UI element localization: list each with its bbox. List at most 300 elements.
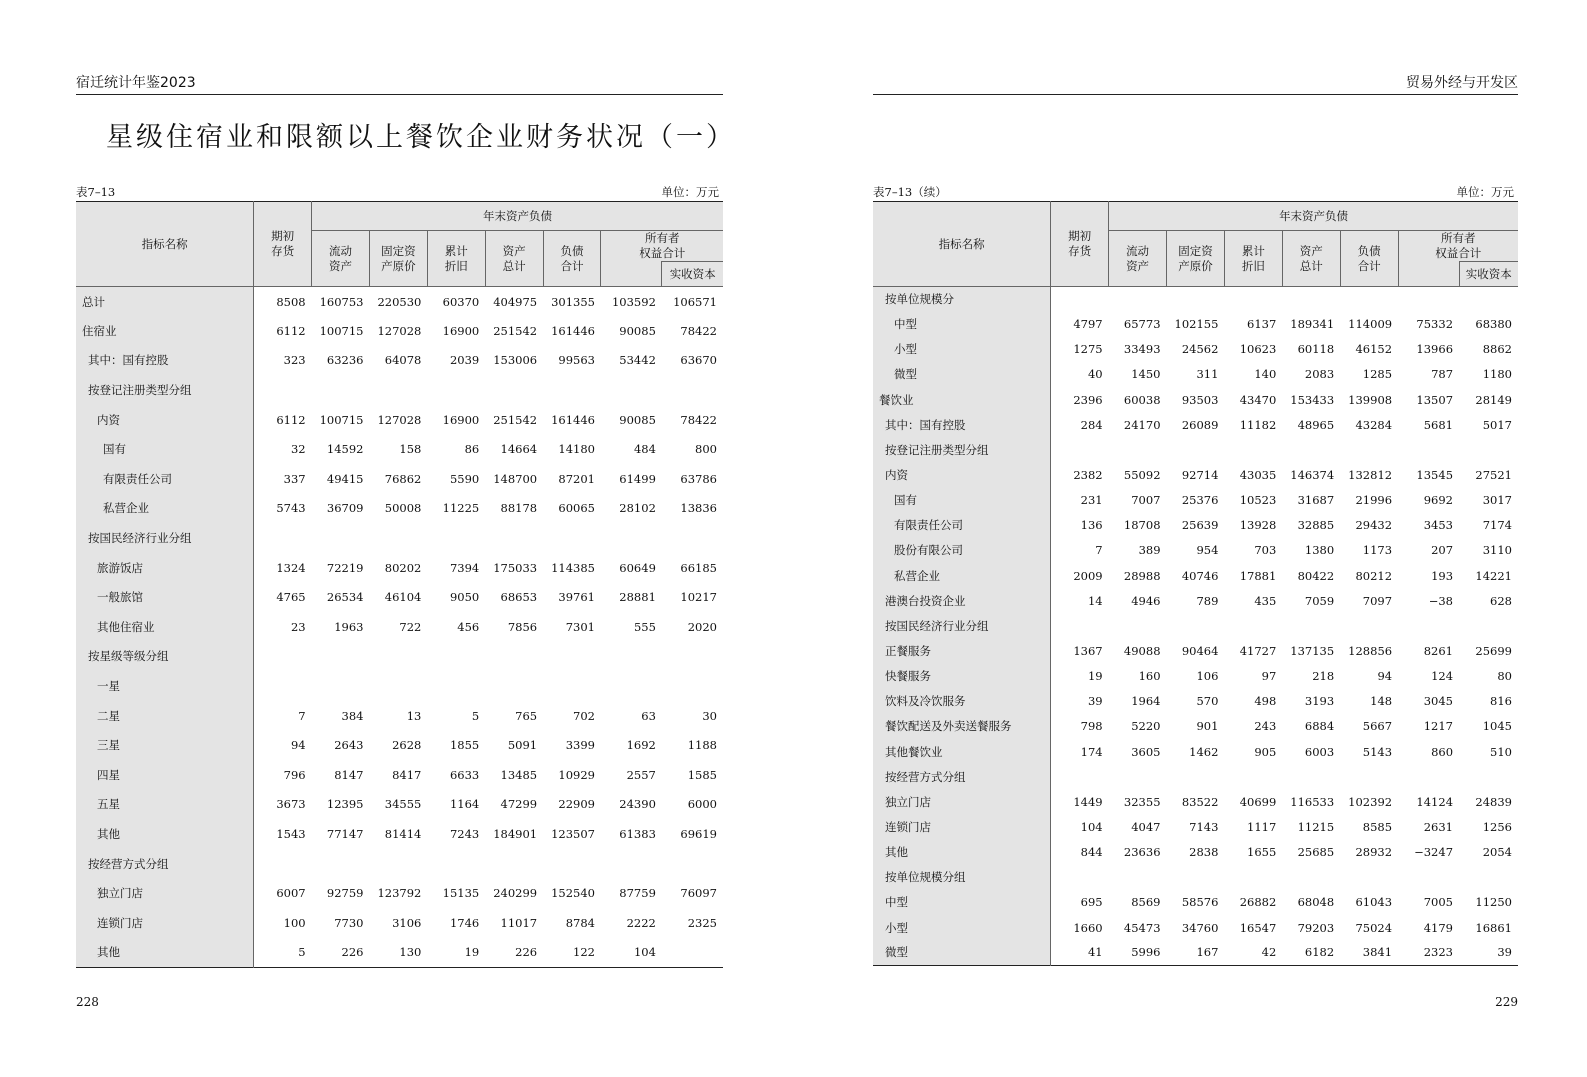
cell-value — [1459, 613, 1518, 638]
header-equity-spacer — [1398, 262, 1459, 287]
cell-value: 722 — [399, 619, 422, 634]
cell-value: 1380 — [1304, 543, 1335, 558]
row-label: 其他 — [873, 840, 1051, 865]
row-label: 四星 — [76, 760, 254, 790]
cell-value: 2325 — [687, 915, 717, 930]
header-year-end-balance: 年末资产负债 — [1109, 202, 1518, 231]
cell-value: 240299 — [493, 886, 538, 901]
cell-value — [1398, 764, 1459, 789]
cell-value: 19 — [464, 945, 480, 960]
cell-value: 39761 — [558, 590, 595, 605]
cell-value: 1655 — [1247, 845, 1277, 860]
cell-value: 76097 — [680, 886, 717, 901]
cell-value — [1340, 865, 1398, 890]
cell-value: 184901 — [493, 826, 538, 841]
cell-value: 26089 — [1181, 417, 1219, 432]
cell-value: 23 — [290, 619, 306, 634]
cell-value: 47299 — [500, 797, 538, 812]
cell-value: 3106 — [392, 915, 422, 930]
cell-value — [1282, 613, 1340, 638]
cell-value — [1340, 613, 1398, 638]
cell-value: 337 — [283, 471, 306, 486]
cell-value: 6112 — [276, 323, 306, 338]
cell-value: 3017 — [1482, 493, 1512, 508]
table-row — [76, 701, 723, 731]
cell-value: 41 — [1087, 945, 1103, 960]
row-label: 住宿业 — [76, 316, 254, 346]
cell-value — [662, 523, 723, 553]
cell-value: 94 — [1377, 669, 1393, 684]
cell-value — [1051, 764, 1109, 789]
table-row — [76, 375, 723, 405]
row-label: 国有 — [76, 434, 254, 464]
cell-value: 24170 — [1123, 417, 1161, 432]
cell-value — [1459, 437, 1518, 462]
cell-value: 189341 — [1290, 317, 1335, 332]
header-liabilities: 负债 合计 — [543, 231, 601, 287]
cell-value: 484 — [633, 442, 656, 457]
cell-value: 77147 — [326, 826, 364, 841]
cell-value — [1459, 865, 1518, 890]
cell-value: 1173 — [1362, 543, 1393, 558]
cell-value — [1167, 865, 1225, 890]
cell-value: 798 — [1080, 719, 1103, 734]
cell-value: 102392 — [1348, 794, 1393, 809]
cell-value: 69619 — [680, 826, 717, 841]
header-depreciation: 累计 折旧 — [427, 231, 485, 287]
cell-value — [662, 849, 723, 879]
table-row — [873, 462, 1518, 487]
row-label: 其中：国有控股 — [76, 346, 254, 376]
table-row — [873, 513, 1518, 538]
cell-value — [485, 523, 543, 553]
cell-value: 8569 — [1131, 895, 1161, 910]
data-table-right — [873, 201, 1518, 966]
row-label: 其他餐饮业 — [873, 739, 1051, 764]
cell-value: 702 — [573, 708, 595, 723]
table-row — [76, 434, 723, 464]
cell-value: 86 — [464, 442, 480, 457]
cell-value: 30 — [702, 708, 717, 723]
cell-value: −38 — [1428, 593, 1454, 608]
cell-value: 284 — [1080, 417, 1103, 432]
cell-value: 28881 — [619, 590, 656, 605]
cell-value: 75332 — [1416, 317, 1454, 332]
cell-value: 311 — [1196, 367, 1219, 382]
row-label: 按星级等级分组 — [76, 642, 254, 672]
cell-value: 787 — [1431, 367, 1454, 382]
cell-value: 40 — [1087, 367, 1103, 382]
cell-value: 161446 — [551, 323, 595, 338]
table-row — [873, 638, 1518, 663]
cell-value: 13 — [406, 708, 422, 723]
cell-value: 9692 — [1423, 493, 1454, 508]
cell-value: 3045 — [1423, 694, 1454, 709]
header-indicator-name: 指标名称 — [76, 202, 254, 287]
cell-value: 7394 — [449, 560, 480, 575]
cell-value: 2643 — [334, 738, 364, 753]
row-label: 按单位规模分 — [873, 287, 1051, 312]
cell-value: 153433 — [1290, 392, 1335, 407]
cell-value: 160 — [1138, 669, 1161, 684]
row-label: 饮料及冷饮服务 — [873, 689, 1051, 714]
cell-value: 800 — [695, 442, 717, 457]
cell-value — [601, 849, 662, 879]
cell-value: 14221 — [1475, 568, 1512, 583]
cell-value: 174 — [1080, 744, 1103, 759]
cell-value: 100715 — [319, 412, 364, 427]
cell-value: 60118 — [1297, 342, 1335, 357]
cell-value: 1963 — [334, 619, 364, 634]
table-row — [873, 488, 1518, 513]
table-row — [873, 387, 1518, 412]
table-row — [76, 523, 723, 553]
cell-value — [1282, 287, 1340, 312]
table-row — [76, 464, 723, 494]
row-label: 按经营方式分组 — [76, 849, 254, 879]
cell-value: 24562 — [1181, 342, 1219, 357]
cell-value — [601, 671, 662, 701]
cell-value: 1164 — [449, 797, 480, 812]
cell-value: 6884 — [1304, 719, 1335, 734]
cell-value: 28988 — [1123, 568, 1161, 583]
cell-value: 61499 — [619, 471, 656, 486]
table-row — [873, 312, 1518, 337]
cell-value: 16900 — [442, 323, 480, 338]
cell-value: 103592 — [611, 294, 656, 309]
cell-value: 1964 — [1131, 694, 1161, 709]
cell-value: 53442 — [619, 353, 656, 368]
cell-value: 389 — [1138, 543, 1161, 558]
cell-value: 10623 — [1239, 342, 1277, 357]
row-label: 总计 — [76, 287, 254, 317]
cell-value: 114009 — [1348, 317, 1393, 332]
cell-value: 3399 — [565, 738, 595, 753]
table-unit-right: 单位：万元 — [1456, 185, 1514, 199]
cell-value — [1282, 437, 1340, 462]
cell-value — [543, 375, 601, 405]
cell-value: 58576 — [1181, 895, 1219, 910]
cell-value — [1459, 287, 1518, 312]
cell-value: 6000 — [687, 797, 717, 812]
cell-value — [1109, 764, 1167, 789]
cell-value: 160753 — [319, 294, 364, 309]
cell-value: 13966 — [1416, 342, 1454, 357]
cell-value: 24390 — [619, 797, 656, 812]
row-label: 三星 — [76, 730, 254, 760]
page-title: 星级住宿业和限额以上餐饮企业财务状况（一） — [106, 122, 736, 153]
cell-value: 251542 — [493, 412, 538, 427]
cell-value — [1340, 764, 1398, 789]
cell-value: 72219 — [326, 560, 364, 575]
cell-value: 55092 — [1123, 468, 1161, 483]
cell-value: 570 — [1196, 694, 1219, 709]
cell-value: 122 — [573, 945, 595, 960]
header-depreciation: 累计 折旧 — [1224, 231, 1282, 287]
cell-value: 68048 — [1297, 895, 1335, 910]
cell-value: 25376 — [1181, 493, 1219, 508]
cell-value: 16861 — [1475, 920, 1512, 935]
cell-value: 80202 — [384, 560, 422, 575]
table-row — [873, 337, 1518, 362]
cell-value: 140 — [1254, 367, 1277, 382]
cell-value — [254, 849, 312, 879]
cell-value: 13836 — [680, 501, 717, 516]
cell-value — [485, 671, 543, 701]
cell-value — [1051, 287, 1109, 312]
cell-value — [1224, 287, 1282, 312]
cell-value: 78422 — [680, 323, 717, 338]
cell-value: 104 — [1080, 820, 1103, 835]
cell-value: 7174 — [1482, 518, 1512, 533]
cell-value: 63236 — [326, 353, 364, 368]
cell-value: 33493 — [1123, 342, 1161, 357]
cell-value: 12395 — [326, 797, 364, 812]
row-label: 一星 — [76, 671, 254, 701]
cell-value — [369, 642, 427, 672]
row-label: 有限责任公司 — [873, 513, 1051, 538]
cell-value: 39 — [1087, 694, 1103, 709]
header-opening-inventory: 期初 存货 — [1051, 202, 1109, 287]
cell-value: 80 — [1497, 669, 1512, 684]
cell-value: 220530 — [377, 294, 422, 309]
cell-value: 1275 — [1073, 342, 1103, 357]
cell-value: 2323 — [1423, 945, 1454, 960]
cell-value — [1109, 613, 1167, 638]
cell-value — [1167, 613, 1225, 638]
table-row — [76, 287, 723, 317]
cell-value: 789 — [1196, 593, 1219, 608]
cell-value: 7730 — [334, 915, 364, 930]
cell-value: 148 — [1370, 694, 1393, 709]
cell-value: 31687 — [1297, 493, 1335, 508]
cell-value — [369, 523, 427, 553]
cell-value: 28149 — [1475, 392, 1512, 407]
row-label: 股份有限公司 — [873, 538, 1051, 563]
cell-value: 66185 — [680, 560, 717, 575]
table-row — [873, 362, 1518, 387]
cell-value — [1282, 764, 1340, 789]
cell-value: 5143 — [1362, 744, 1393, 759]
cell-value: 5220 — [1131, 719, 1161, 734]
cell-value: 63786 — [680, 471, 717, 486]
cell-value: 6137 — [1247, 317, 1277, 332]
cell-value — [312, 375, 370, 405]
cell-value: 901 — [1196, 719, 1219, 734]
header-current-assets: 流动 资产 — [1109, 231, 1167, 287]
cell-value: 25685 — [1297, 845, 1335, 860]
data-table-left — [76, 201, 723, 968]
cell-value: 4047 — [1131, 820, 1161, 835]
row-label: 有限责任公司 — [76, 464, 254, 494]
cell-value: 87759 — [619, 886, 656, 901]
cell-value: 43470 — [1239, 392, 1277, 407]
cell-value: 97 — [1261, 669, 1277, 684]
cell-value: 1217 — [1423, 719, 1454, 734]
cell-value — [369, 375, 427, 405]
cell-value — [662, 642, 723, 672]
cell-value: 2020 — [687, 619, 717, 634]
table-row — [873, 689, 1518, 714]
cell-value: 17881 — [1239, 568, 1277, 583]
cell-value — [543, 849, 601, 879]
cell-value: 61383 — [619, 826, 656, 841]
cell-value — [369, 671, 427, 701]
table-row — [873, 814, 1518, 839]
cell-value: 80422 — [1297, 568, 1335, 583]
cell-value: 4765 — [276, 590, 306, 605]
cell-value: 60649 — [619, 560, 656, 575]
row-label: 小型 — [873, 337, 1051, 362]
cell-value: 11182 — [1239, 417, 1277, 432]
cell-value: 7005 — [1423, 895, 1454, 910]
cell-value: 128856 — [1348, 644, 1393, 659]
cell-value: 5667 — [1362, 719, 1393, 734]
cell-value: 2557 — [626, 767, 656, 782]
cell-value: 2396 — [1073, 392, 1103, 407]
cell-value: 90085 — [619, 412, 656, 427]
cell-value: 94 — [290, 738, 306, 753]
table-row — [76, 553, 723, 583]
row-label: 快餐服务 — [873, 664, 1051, 689]
cell-value: 243 — [1254, 719, 1277, 734]
cell-value: 1692 — [626, 738, 656, 753]
cell-value: 1256 — [1482, 820, 1512, 835]
cell-value — [1051, 437, 1109, 462]
cell-value: 703 — [1254, 543, 1277, 558]
cell-value: 34555 — [384, 797, 422, 812]
header-fixed-assets: 固定资 产原价 — [1167, 231, 1225, 287]
cell-value — [662, 375, 723, 405]
cell-value: 28102 — [619, 501, 656, 516]
cell-value: 226 — [341, 945, 364, 960]
cell-value: 25639 — [1181, 518, 1219, 533]
cell-value: 68380 — [1475, 317, 1512, 332]
cell-value: 1449 — [1073, 794, 1103, 809]
cell-value — [427, 671, 485, 701]
cell-value: 628 — [1490, 593, 1512, 608]
cell-value — [1167, 437, 1225, 462]
cell-value: 123792 — [377, 886, 422, 901]
table-row — [76, 878, 723, 908]
cell-value: 90464 — [1181, 644, 1219, 659]
header-paid-in-capital: 实收资本 — [662, 262, 723, 287]
row-label: 中型 — [873, 890, 1051, 915]
cell-value: 13928 — [1239, 518, 1277, 533]
page-number-left: 228 — [76, 995, 99, 1009]
cell-value: 81414 — [384, 826, 422, 841]
table-row — [873, 287, 1518, 312]
cell-value: 40699 — [1239, 794, 1277, 809]
cell-value: 46104 — [384, 590, 422, 605]
cell-value: 60370 — [442, 294, 480, 309]
cell-value: 68653 — [500, 590, 538, 605]
cell-value: 510 — [1490, 744, 1512, 759]
cell-value: 148700 — [493, 471, 538, 486]
table-row — [76, 760, 723, 790]
table-row — [873, 613, 1518, 638]
cell-value: 43035 — [1239, 468, 1277, 483]
cell-value: 3110 — [1482, 543, 1512, 558]
cell-value — [1224, 437, 1282, 462]
cell-value: 13485 — [500, 767, 538, 782]
row-label: 餐饮配送及外卖送餐服务 — [873, 714, 1051, 739]
cell-value — [543, 671, 601, 701]
table-row — [76, 612, 723, 642]
cell-value: 15135 — [442, 886, 480, 901]
cell-value: 175033 — [493, 560, 538, 575]
table-row — [873, 739, 1518, 764]
cell-value: 218 — [1312, 669, 1335, 684]
table-row — [873, 789, 1518, 814]
cell-value: 23636 — [1123, 845, 1161, 860]
cell-value: 3453 — [1423, 518, 1454, 533]
cell-value: 116533 — [1290, 794, 1335, 809]
cell-value: 7059 — [1304, 593, 1335, 608]
cell-value: 14180 — [558, 442, 595, 457]
cell-value: 49088 — [1123, 644, 1161, 659]
cell-value: 40746 — [1181, 568, 1219, 583]
cell-value — [254, 523, 312, 553]
table-row — [873, 714, 1518, 739]
cell-value: 695 — [1080, 895, 1103, 910]
cell-value: 1746 — [449, 915, 480, 930]
row-label: 私营企业 — [873, 563, 1051, 588]
cell-value: 404975 — [493, 294, 538, 309]
row-label: 港澳台投资企业 — [873, 588, 1051, 613]
header-total-assets: 资产 总计 — [1282, 231, 1340, 287]
cell-value: 102155 — [1174, 317, 1219, 332]
cell-value: 13507 — [1416, 392, 1454, 407]
cell-value: 137135 — [1290, 644, 1335, 659]
cell-value — [312, 642, 370, 672]
cell-value — [543, 642, 601, 672]
header-indicator-name: 指标名称 — [873, 202, 1051, 287]
table-row — [76, 494, 723, 524]
cell-value: 106 — [1196, 669, 1219, 684]
cell-value: 2628 — [392, 738, 422, 753]
cell-value: 7143 — [1189, 820, 1219, 835]
row-label: 连锁门店 — [76, 908, 254, 938]
cell-value — [1340, 287, 1398, 312]
cell-value: 5 — [298, 945, 306, 960]
cell-value: 384 — [341, 708, 364, 723]
cell-value — [543, 523, 601, 553]
cell-value: −3247 — [1414, 845, 1454, 860]
table-row — [76, 405, 723, 435]
cell-value: 83522 — [1181, 794, 1219, 809]
header-opening-inventory: 期初 存货 — [254, 202, 312, 287]
cell-value: 3841 — [1362, 945, 1393, 960]
row-label: 按国民经济行业分组 — [76, 523, 254, 553]
cell-value: 26882 — [1239, 895, 1277, 910]
cell-value: 28932 — [1355, 845, 1393, 860]
header-equity-spacer — [601, 262, 662, 287]
cell-value: 10217 — [680, 590, 717, 605]
cell-value: 167 — [1196, 945, 1219, 960]
cell-value — [1109, 287, 1167, 312]
cell-value — [1282, 865, 1340, 890]
cell-value: 29432 — [1355, 518, 1393, 533]
cell-value: 78422 — [680, 412, 717, 427]
cell-value — [1051, 613, 1109, 638]
cell-value — [254, 671, 312, 701]
cell-value: 9050 — [449, 590, 480, 605]
cell-value: 796 — [283, 767, 306, 782]
row-label: 其他住宿业 — [76, 612, 254, 642]
table-row — [873, 890, 1518, 915]
cell-value: 104 — [633, 945, 656, 960]
